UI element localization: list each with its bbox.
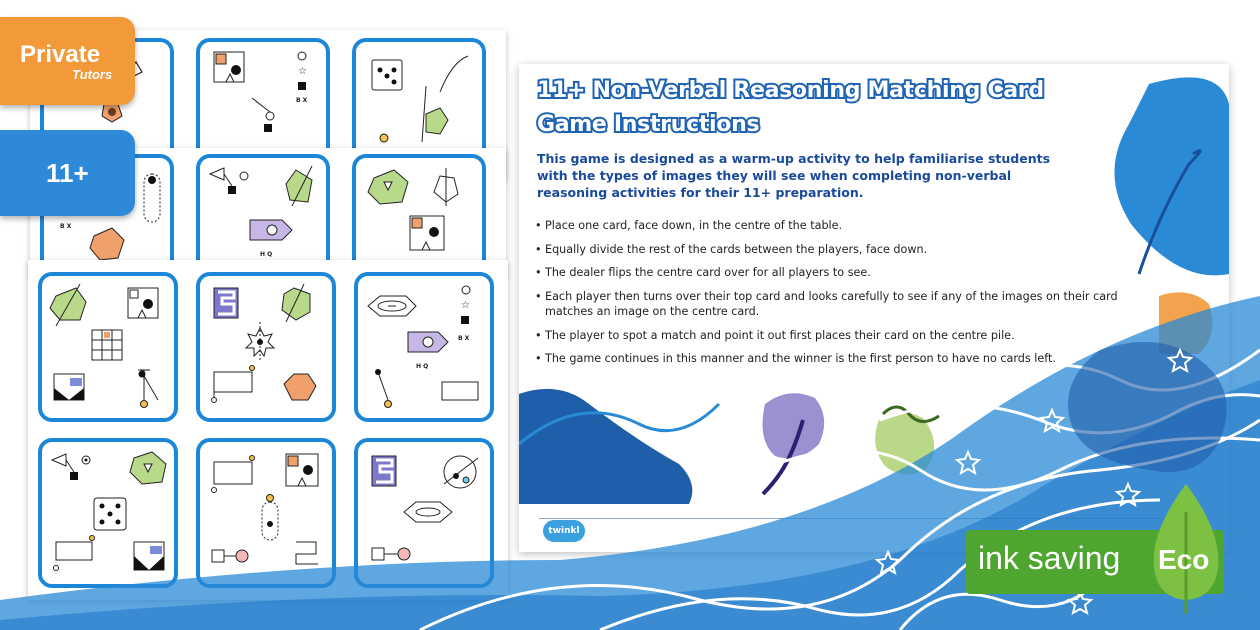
- level-text: 11+: [46, 158, 89, 188]
- list-item: • The player to spot a match and point it out first places their card on the centre pile.: [535, 328, 1135, 344]
- title-line-1: 11+ Non-Verbal Reasoning Matching Card: [537, 78, 1044, 103]
- list-item: • Each player then turns over their top card and looks carefully to see if any of the images on their card matches an image on the centre card.: [535, 289, 1135, 320]
- list-item: • Equally divide the rest of the cards between the players, face down.: [535, 242, 1135, 258]
- ink-saving-text: ink saving: [978, 540, 1121, 576]
- bx-label: B X: [60, 223, 72, 230]
- list-item: • The dealer flips the centre card over for all players to see.: [535, 265, 1135, 281]
- hq-label: H Q: [416, 363, 429, 370]
- twinkl-logo: twinkl: [543, 520, 585, 542]
- bx-label: B X: [458, 335, 470, 342]
- level-badge: [0, 130, 135, 216]
- svg-text:☆: ☆: [461, 300, 470, 311]
- intro-paragraph: This game is designed as a warm-up activity to help familiarise students with the types of images they will see when completing non-verbal reasoning activities for their 11+ preparation.: [537, 151, 1051, 200]
- badge-main-text: Private: [20, 41, 101, 68]
- list-item: • The game continues in this manner and the winner is the first person to have no cards left.: [535, 351, 1135, 367]
- title-line-2: Game Instructions: [537, 112, 760, 137]
- hq-label: H Q: [260, 251, 273, 258]
- badge-sub-text: Tutors: [72, 67, 113, 82]
- eco-text: Eco: [1158, 544, 1210, 575]
- bx-label: B X: [296, 97, 308, 104]
- list-item: • Place one card, face down, in the centre of the table.: [535, 218, 1135, 234]
- private-tutors-badge: [0, 17, 135, 105]
- svg-text:☆: ☆: [298, 66, 307, 77]
